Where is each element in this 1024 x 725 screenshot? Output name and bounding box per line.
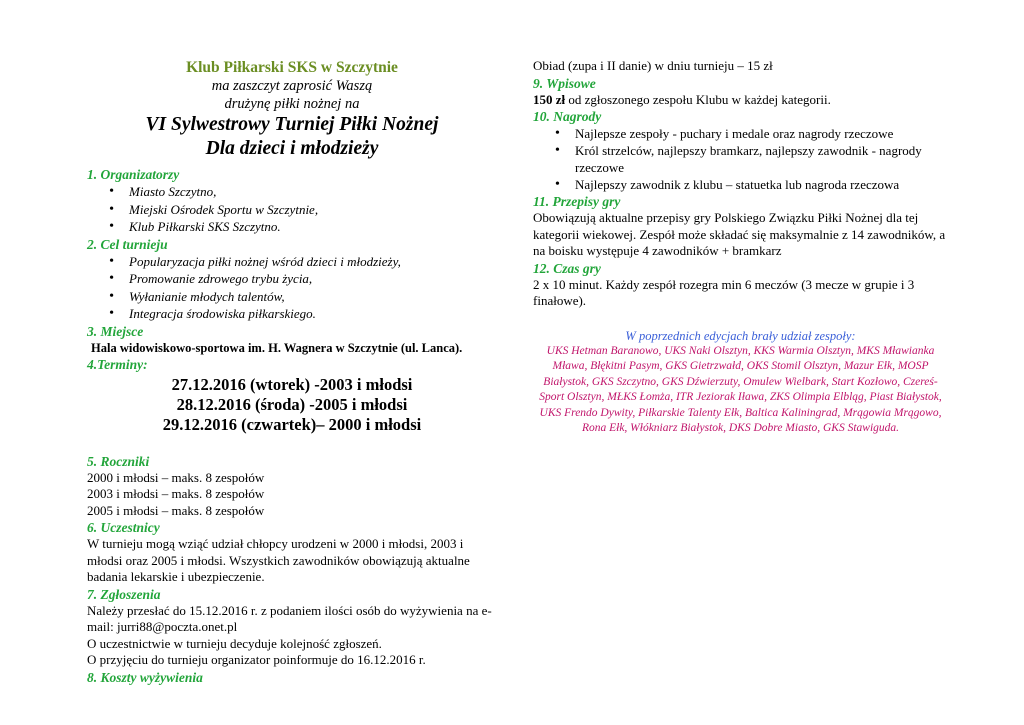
list-item: • Miasto Szczytno,	[129, 183, 497, 201]
rules-text: Obowiązują aktualne przepisy gry Polskiego Związku Piłki Nożnej dla tej kategorii wiekowej. Zespół może składać się maksymalnie z 14 zawodników, a na boisku występuje 4 zawodników + bramkarz	[533, 210, 946, 258]
food-text: Obiad (zupa i II danie) w dniu turnieju – 15 zł	[533, 58, 773, 73]
list-item: • Najlepsze zespoły - puchary i medale oraz nagrody rzeczowe	[575, 125, 948, 142]
place-heading: 3. Miejsce	[87, 323, 144, 339]
club-name: Klub Piłkarski SKS w Szczytnie	[186, 59, 398, 76]
list-item: • Popularyzacja piłki nożnej wśród dzieci i młodzieży,	[129, 253, 497, 271]
list-item: • Wyłanianie młodych talentów,	[129, 288, 497, 306]
time-text: 2 x 10 minut. Każdy zespół rozegra min 6 meczów (3 mecze w grupie i 3 finałowe).	[533, 276, 915, 308]
venue-text: Hala widowiskowo-sportowa im. H. Wagnera w Szczytnie (ul. Lanca).	[91, 340, 463, 355]
date-line: 29.12.2016 (czwartek)– 2000 i młodsi	[162, 414, 422, 434]
tournament-subtitle: Dla dzieci i młodzieży	[205, 138, 379, 159]
left-column	[87, 58, 497, 686]
participants-heading: 6. Uczestnicy	[87, 520, 160, 535]
invite-line-2: drużynę piłki nożnej na	[224, 96, 360, 112]
year-line: 2003 i młodsi – maks. 8 zespołów	[87, 486, 265, 501]
goal-heading: 2. Cel turnieju	[87, 236, 168, 252]
food-heading: 8. Koszty wyżywienia	[87, 669, 203, 685]
previous-teams-list: UKS Hetman Baranowo, UKS Naki Olsztyn, KKS Warmia Olsztyn, MKS Mławianka Mława, Błękitni Pasym, GKS Gietrzwałd, OKS Stomil Olsztyn, Mazur Ełk, MOSP Białystok, GKS Szczytno, GKS Dźwierzuty, Omulew Wielbark, Start Kozłowo, Czereś-Sport Olsztyn, MŁKS Łomża, ITR Jeziorak Iława, ZKS Olimpia Elbląg, Piast Białystok, UKS Frendo Dywity, Piłkarskie Talenty Ełk, Baltica Kaliningrad, Mrągowia Mrągowo, Rona Ełk, Włókniarz Białystok, DKS Dobre Miasto, GKS Stawiguda.	[539, 344, 942, 434]
previous-teams-heading: W poprzednich edycjach brały udział zespoły:	[625, 328, 856, 343]
list-item: • Miejski Ośrodek Sportu w Szczytnie,	[129, 201, 497, 219]
date-line: 28.12.2016 (środa) -2005 i młodsi	[176, 394, 408, 414]
participants-text: W turnieju mogą wziąć udział chłopcy urodzeni w 2000 i młodsi, 2003 i młodsi oraz 2005 i młodsi. Wszystkich zawodników obowiązują aktualne badania lekarskie i ubezpieczenie.	[87, 536, 470, 584]
applications-heading: 7. Zgłoszenia	[87, 586, 161, 602]
fee-description: od zgłoszonego zespołu Klubu w każdej kategorii.	[565, 91, 831, 107]
list-item: • Najlepszy zawodnik z klubu – statuetka lub nagroda rzeczowa	[575, 176, 948, 193]
fee-amount: 150 zł	[533, 91, 566, 107]
applications-text: Należy przesłać do 15.12.2016 r. z podaniem ilości osób do wyżywienia na e-mail: jurri88@poczta.onet.pl	[87, 602, 492, 634]
list-item: • Król strzelców, najlepszy bramkarz, najlepszy zawodnik - nagrody rzeczowe	[575, 142, 948, 176]
year-line: 2000 i młodsi – maks. 8 zespołów	[87, 469, 265, 485]
awards-heading: 10. Nagrody	[533, 109, 602, 124]
list-item: • Integracja środowiska piłkarskiego.	[129, 305, 497, 323]
rules-heading: 11. Przepisy gry	[533, 194, 621, 209]
date-line: 27.12.2016 (wtorek) -2003 i młodsi	[171, 374, 413, 394]
applications-order: O uczestnictwie w turnieju decyduje kolejność zgłoszeń.	[87, 635, 382, 651]
fee-text	[533, 92, 948, 109]
applications-notice: O przyjęciu do turnieju organizator poinformuje do 16.12.2016 r.	[87, 652, 426, 667]
years-heading: 5. Roczniki	[87, 453, 150, 469]
dates-block	[87, 375, 497, 435]
year-line: 2005 i młodsi – maks. 8 zespołów	[87, 502, 265, 518]
organizers-list	[87, 183, 497, 236]
right-column	[533, 58, 948, 437]
tournament-title: VI Sylwestrowy Turniej Piłki Nożnej	[145, 114, 439, 135]
fee-heading: 9. Wpisowe	[533, 75, 596, 91]
time-heading: 12. Czas gry	[533, 260, 601, 276]
organizers-heading: 1. Organizatorzy	[87, 167, 180, 182]
list-item: • Promowanie zdrowego trybu życia,	[129, 270, 497, 288]
goals-list	[87, 253, 497, 323]
awards-list	[533, 125, 948, 193]
invite-line-1: ma zaszczyt zaprosić Waszą	[211, 78, 373, 94]
list-item: • Klub Piłkarski SKS Szczytno.	[129, 218, 497, 236]
dates-heading: 4.Terminy:	[87, 356, 148, 372]
